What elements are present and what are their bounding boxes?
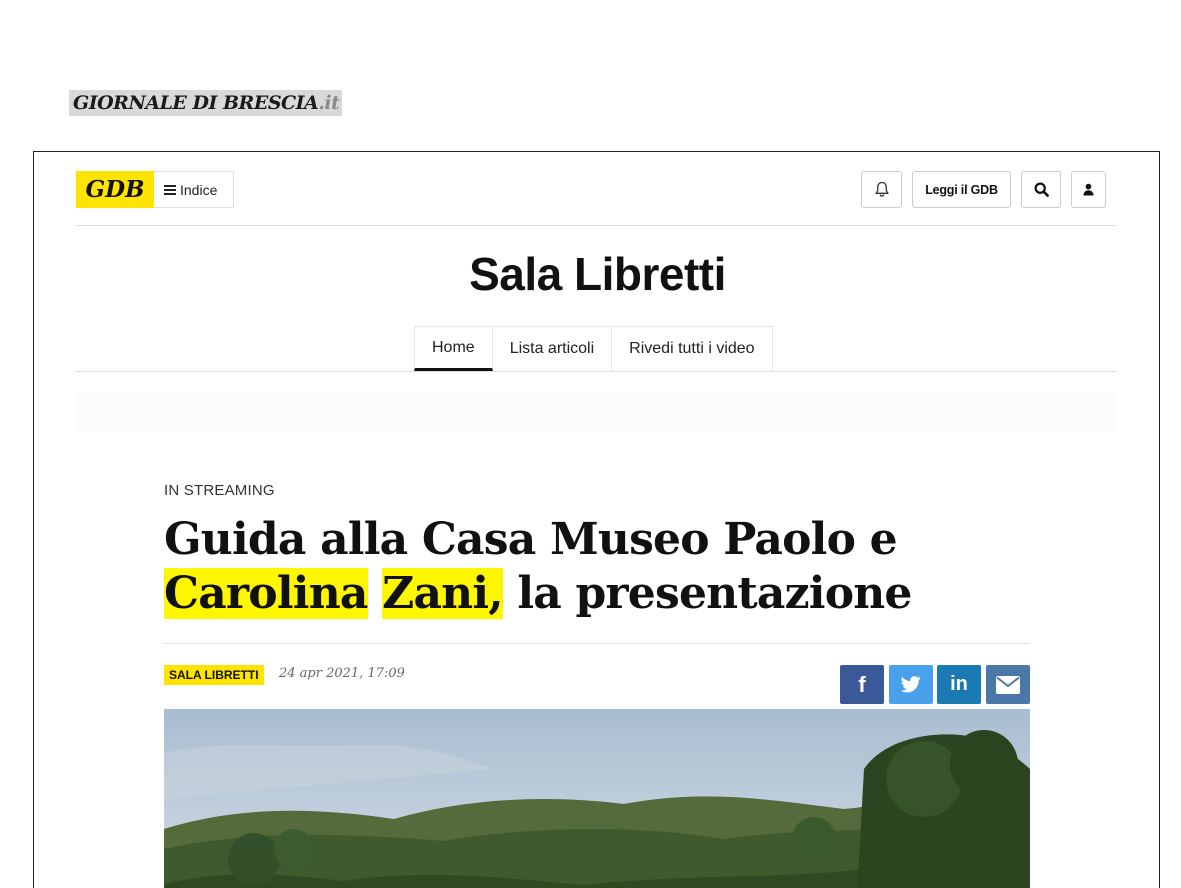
ad-placeholder — [76, 392, 1116, 432]
top-divider — [76, 225, 1116, 226]
tabs-divider — [76, 371, 1116, 372]
tab-all-videos[interactable]: Rivedi tutti i video — [612, 326, 772, 371]
headline-highlight-2: Zani, — [382, 568, 503, 619]
article-meta — [164, 665, 1030, 705]
bell-icon — [874, 181, 890, 198]
article-hero-image[interactable] — [164, 709, 1030, 888]
search-button[interactable] — [1021, 171, 1061, 208]
masthead-name: GIORNALE DI BRESCIA — [73, 92, 319, 114]
section-title: Sala Libretti — [469, 248, 726, 300]
notifications-button[interactable] — [861, 171, 902, 208]
menu-label: Indice — [180, 181, 218, 198]
section-tabs — [414, 326, 773, 372]
headline-rest: la presentazione — [517, 568, 912, 619]
menu-icon — [164, 185, 176, 195]
email-icon — [996, 676, 1020, 694]
masthead-tld: .it — [318, 92, 340, 114]
tab-article-list[interactable]: Lista articoli — [493, 326, 612, 371]
headline-line-1: Guida alla Casa Museo Paolo e — [164, 514, 897, 565]
facebook-icon: f — [858, 671, 866, 697]
read-gdb-button[interactable]: Leggi il GDB — [912, 171, 1011, 208]
article — [164, 482, 1030, 697]
linkedin-icon: in — [950, 673, 968, 695]
brand-logo[interactable]: GDB — [76, 171, 154, 208]
user-button[interactable] — [1071, 171, 1106, 208]
share-facebook-button[interactable] — [840, 665, 884, 704]
article-kicker: IN STREAMING — [164, 482, 275, 499]
share-twitter-button[interactable] — [889, 665, 933, 704]
article-divider — [164, 643, 1030, 644]
share-linkedin-button[interactable] — [937, 665, 981, 704]
menu-button[interactable] — [154, 171, 234, 208]
article-headline[interactable] — [164, 513, 1030, 621]
article-date: 24 apr 2021, 17:09 — [279, 666, 405, 681]
tab-home[interactable]: Home — [414, 326, 493, 371]
page-frame — [33, 151, 1160, 888]
headline-highlight-1: Carolina — [164, 568, 368, 619]
search-icon — [1034, 182, 1049, 197]
user-icon — [1083, 183, 1094, 196]
share-email-button[interactable] — [986, 665, 1030, 704]
twitter-icon — [901, 676, 921, 693]
category-badge[interactable]: SALA LIBRETTI — [164, 665, 264, 685]
masthead-logo[interactable] — [69, 90, 342, 116]
top-bar — [76, 171, 1116, 209]
